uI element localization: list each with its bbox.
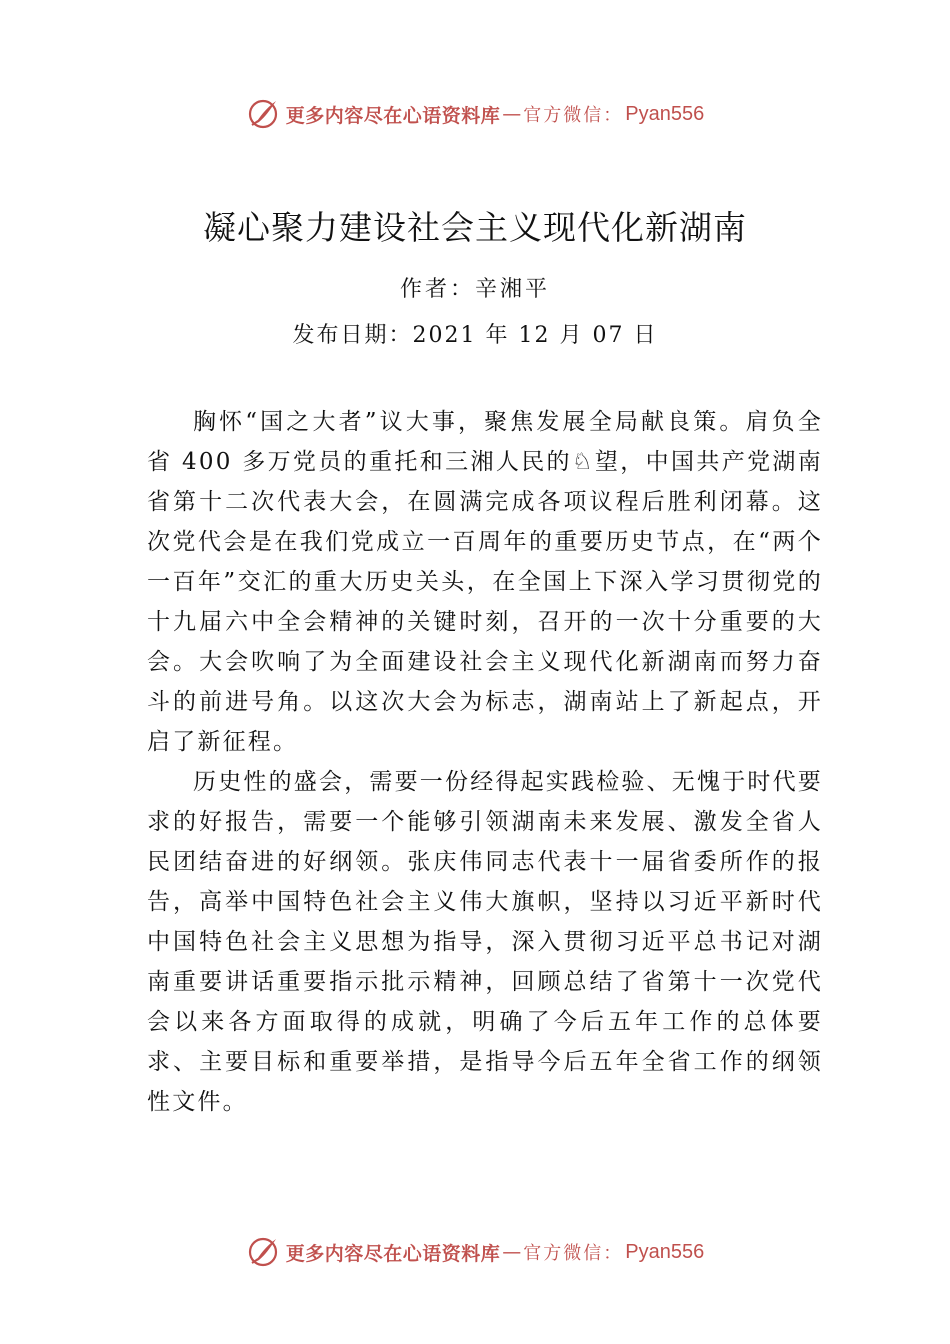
watermark-label: 官方微信： <box>523 1243 624 1264</box>
watermark-wechat-id: Pyan556 <box>625 102 705 125</box>
article-title: 凝心聚力建设社会主义现代化新湖南 <box>203 208 747 247</box>
body-paragraph: 胸怀“国之大者”议大事，聚焦发展全局献良策。肩负全省 400 多万党员的重托和三湘人民的♘望，中国共产党湖南省第十二次代表大会，在圆满完成各项议程后胜利闭幕。这次党代会是在我们党成立一百周年的重要历史节点，在“两个一百年”交汇的重大历史关头，在全国上下深入学习贯彻党的十九届六中全会精神的关键时刻，召开的一次十分重要的大会。大会吹响了为全面建设社会主义现代化新湖南而努力奋斗的前进号角。以这次大会为标志，湖南站上了新起点，开启了新征程。 <box>147 409 823 755</box>
watermark-text: 更多内容尽在心语资料库 <box>285 1242 501 1265</box>
watermark-banner-bottom <box>0 1232 950 1272</box>
watermark-wechat-id: Pyan556 <box>625 1240 705 1263</box>
watermark-separator: — <box>502 103 522 125</box>
watermark-text: 更多内容尽在心语资料库 <box>285 104 501 127</box>
article-author: 作者：辛湘平 <box>399 277 550 302</box>
quill-logo-icon <box>246 1235 280 1269</box>
article-date: 发布日期：2021 年 12 月 07 日 <box>292 323 658 348</box>
watermark-separator: — <box>502 1241 522 1263</box>
body-paragraph: 历史性的盛会，需要一份经得起实践检验、无愧于时代要求的好报告，需要一个能够引领湖南未来发展、激发全省人民团结奋进的好纲领。张庆伟同志代表十一届省委所作的报告，高举中国特色社会主义伟大旗帜，坚持以习近平新时代中国特色社会主义思想为指导，深入贯彻习近平总书记对湖南重要讲话重要指示批示精神，回顾总结了省第十一次党代会以来各方面取得的成就，明确了今后五年工作的总体要求、主要目标和重要举措，是指导今后五年全省工作的纲领性文件。 <box>147 769 823 1115</box>
watermark-label: 官方微信： <box>523 105 624 126</box>
article-body <box>147 402 823 1122</box>
watermark-banner-top <box>0 94 950 134</box>
quill-logo-icon <box>246 97 280 131</box>
